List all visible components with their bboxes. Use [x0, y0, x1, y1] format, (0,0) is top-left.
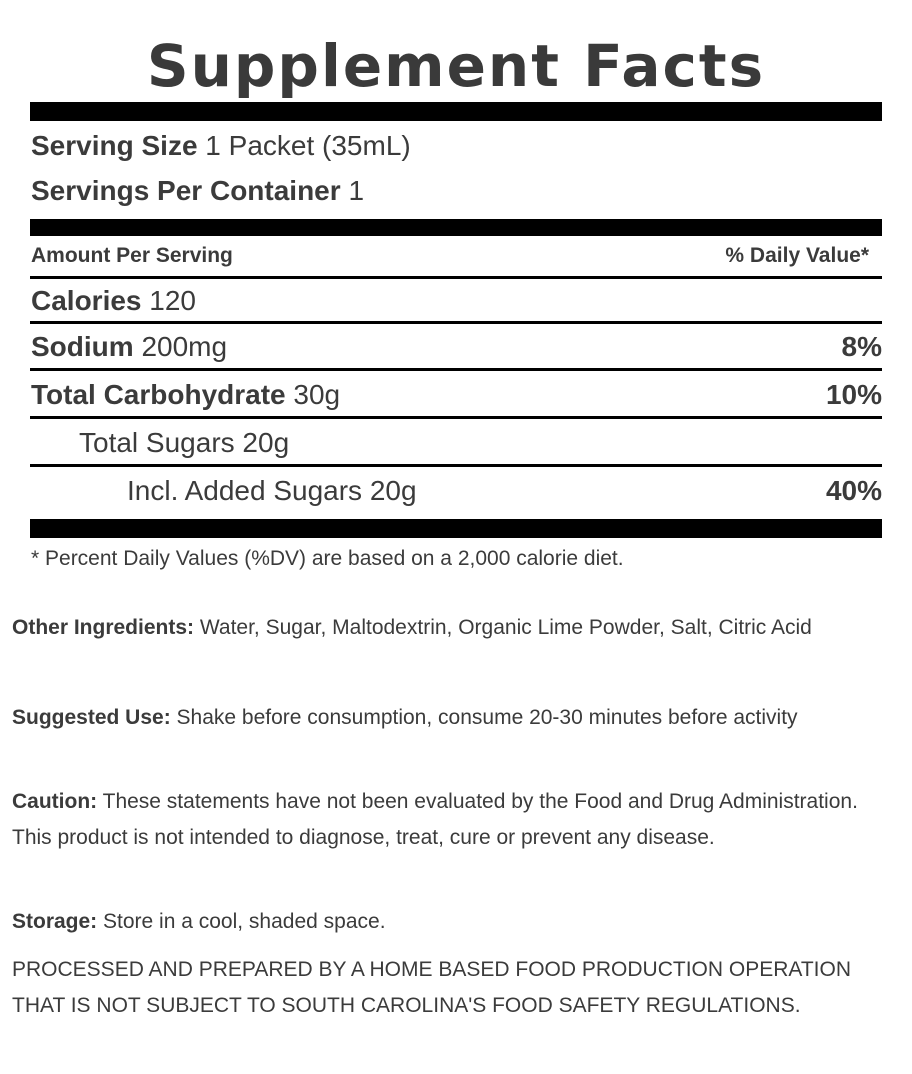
serving-thick-divider: [30, 219, 882, 236]
suggested-use-label: Suggested Use:: [12, 706, 171, 729]
servings-per-container-value: 1: [348, 175, 365, 206]
serving-size-label: Serving Size: [31, 130, 198, 161]
servings-per-container-row: [31, 174, 364, 208]
caution-label: Caution:: [12, 790, 98, 813]
serving-size-value: 1 Packet (35mL): [205, 130, 411, 161]
storage-text: Store in a cool, shaded space.: [97, 910, 386, 933]
calories-value: 120: [149, 285, 196, 316]
divider: [30, 416, 882, 419]
serving-size-row: [31, 129, 411, 163]
storage-label: Storage:: [12, 910, 98, 933]
supplement-facts-title: Supplement Facts: [146, 32, 766, 100]
total-carbohydrate-label: Total Carbohydrate: [31, 379, 286, 410]
calories-row: [31, 284, 196, 318]
calories-label: Calories: [31, 285, 142, 316]
sodium-label: Sodium: [31, 331, 134, 362]
added-sugars-row: Incl. Added Sugars 20g: [127, 475, 417, 506]
added-sugars-daily-value: 40%: [825, 475, 882, 506]
top-thick-divider: [30, 102, 882, 121]
amount-per-serving-label: Amount Per Serving: [31, 244, 233, 267]
daily-value-footnote: * Percent Daily Values (%DV) are based on a 2,000 calorie diet.: [31, 547, 624, 570]
other-ingredients-label: Other Ingredients:: [12, 616, 195, 639]
bottom-thick-divider: [30, 519, 882, 538]
servings-per-container-label: Servings Per Container: [31, 175, 341, 206]
divider: [30, 464, 882, 467]
caution: [12, 784, 902, 856]
sodium-value: 200mg: [141, 331, 228, 362]
divider: [30, 321, 882, 324]
other-ingredients: [12, 610, 902, 646]
total-sugars-row: Total Sugars 20g: [79, 427, 290, 458]
caution-text: These statements have not been evaluated by the Food and Drug Administration. This product is not intended to diagnose, treat, cure or prevent any disease.: [12, 790, 858, 849]
suggested-use: [12, 700, 902, 736]
suggested-use-text: Shake before consumption, consume 20-30 minutes before activity: [170, 706, 798, 729]
sodium-daily-value: 8%: [841, 331, 882, 362]
total-carbohydrate-row: [31, 378, 340, 412]
divider: [30, 368, 882, 371]
total-carbohydrate-daily-value: 10%: [825, 379, 882, 410]
daily-value-header: % Daily Value*: [725, 244, 869, 267]
storage: [12, 904, 902, 940]
total-carbohydrate-value: 30g: [293, 379, 341, 410]
home-production-disclaimer: PROCESSED AND PREPARED BY A HOME BASED FOOD PRODUCTION OPERATION THAT IS NOT SUBJECT TO SOUTH CAROLINA'S FOOD SAFETY REGULATIONS.: [12, 958, 851, 1017]
sodium-row: [31, 330, 227, 364]
divider: [30, 276, 882, 279]
other-ingredients-text: Water, Sugar, Maltodextrin, Organic Lime Powder, Salt, Citric Acid: [194, 616, 812, 639]
